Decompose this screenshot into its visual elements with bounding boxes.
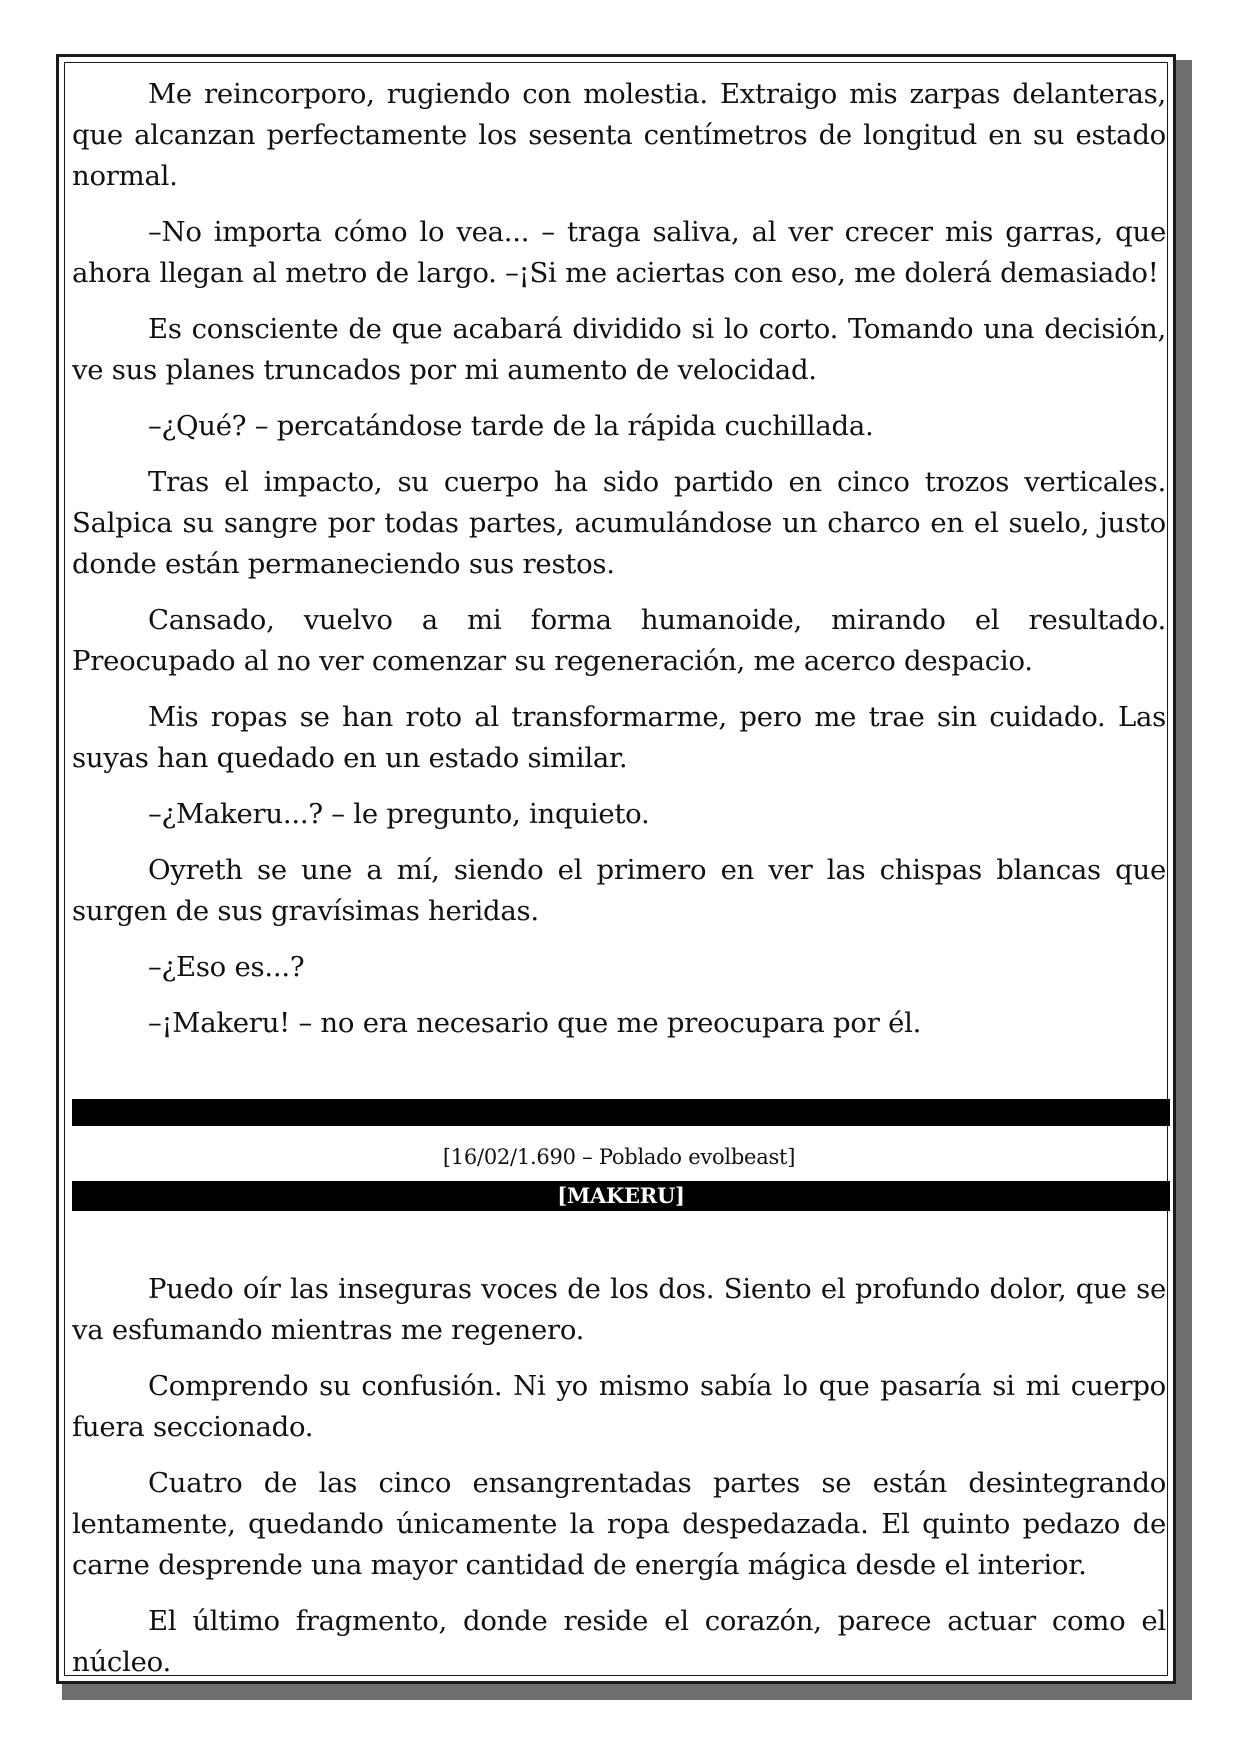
paragraph: Oyreth se une a mí, siendo el primero en ver las chispas blancas que surgen de sus gravísimas heridas. [72, 854, 1166, 927]
paragraph: –No importa cómo lo vea... – traga saliva, al ver crecer mis garras, que ahora llegan al metro de largo. –¡Si me aciertas con eso, me dolerá demasiado! [72, 216, 1166, 289]
pov-character-banner: [MAKERU] [72, 1181, 1170, 1211]
paragraph: El último fragmento, donde reside el corazón, parece actuar como el núcleo. [72, 1605, 1166, 1678]
paragraph: –¡Makeru! – no era necesario que me preocupara por él. [148, 1007, 922, 1039]
paragraph: Me reincorporo, rugiendo con molestia. Extraigo mis zarpas delanteras, que alcanzan perfectamente los sesenta centímetros de longitud en su estado normal. [72, 78, 1166, 192]
paragraph: Mis ropas se han roto al transformarme, pero me trae sin cuidado. Las suyas han quedado en un estado similar. [72, 701, 1166, 774]
paragraph: –¿Eso es...? [148, 951, 305, 983]
section-spacer [72, 1211, 1166, 1269]
paragraph: Puedo oír las inseguras voces de los dos. Siento el profundo dolor, que se va esfumando mientras me regenero. [72, 1273, 1166, 1346]
page-body [72, 74, 1166, 1698]
paragraph: Comprendo su confusión. Ni yo mismo sabía lo que pasaría si mi cuerpo fuera seccionado. [72, 1370, 1166, 1443]
paragraph: Tras el impacto, su cuerpo ha sido partido en cinco trozos verticales. Salpica su sangre por todas partes, acumulándose un charco en el suelo, justo donde están permaneciendo sus restos. [72, 466, 1166, 580]
paragraph: Cuatro de las cinco ensangrentadas partes se están desintegrando lentamente, quedando únicamente la ropa despedazada. El quinto pedazo de carne desprende una mayor cantidad de energía mágica desde el interior. [72, 1467, 1166, 1581]
paragraph: Es consciente de que acabará dividido si lo corto. Tomando una decisión, ve sus planes truncados por mi aumento de velocidad. [72, 313, 1166, 386]
paragraph: –¿Qué? – percatándose tarde de la rápida cuchillada. [148, 410, 874, 442]
scene-date-location: [16/02/1.690 – Poblado evolbeast] [442, 1145, 796, 1169]
paragraph: –¿Makeru...? – le pregunto, inquieto. [148, 798, 650, 830]
section-spacer [72, 1059, 1166, 1099]
paragraph: Cansado, vuelvo a mi forma humanoide, mirando el resultado. Preocupado al no ver comenzar su regeneración, me acerco despacio. [72, 604, 1166, 677]
scene-divider-bar [72, 1099, 1170, 1126]
